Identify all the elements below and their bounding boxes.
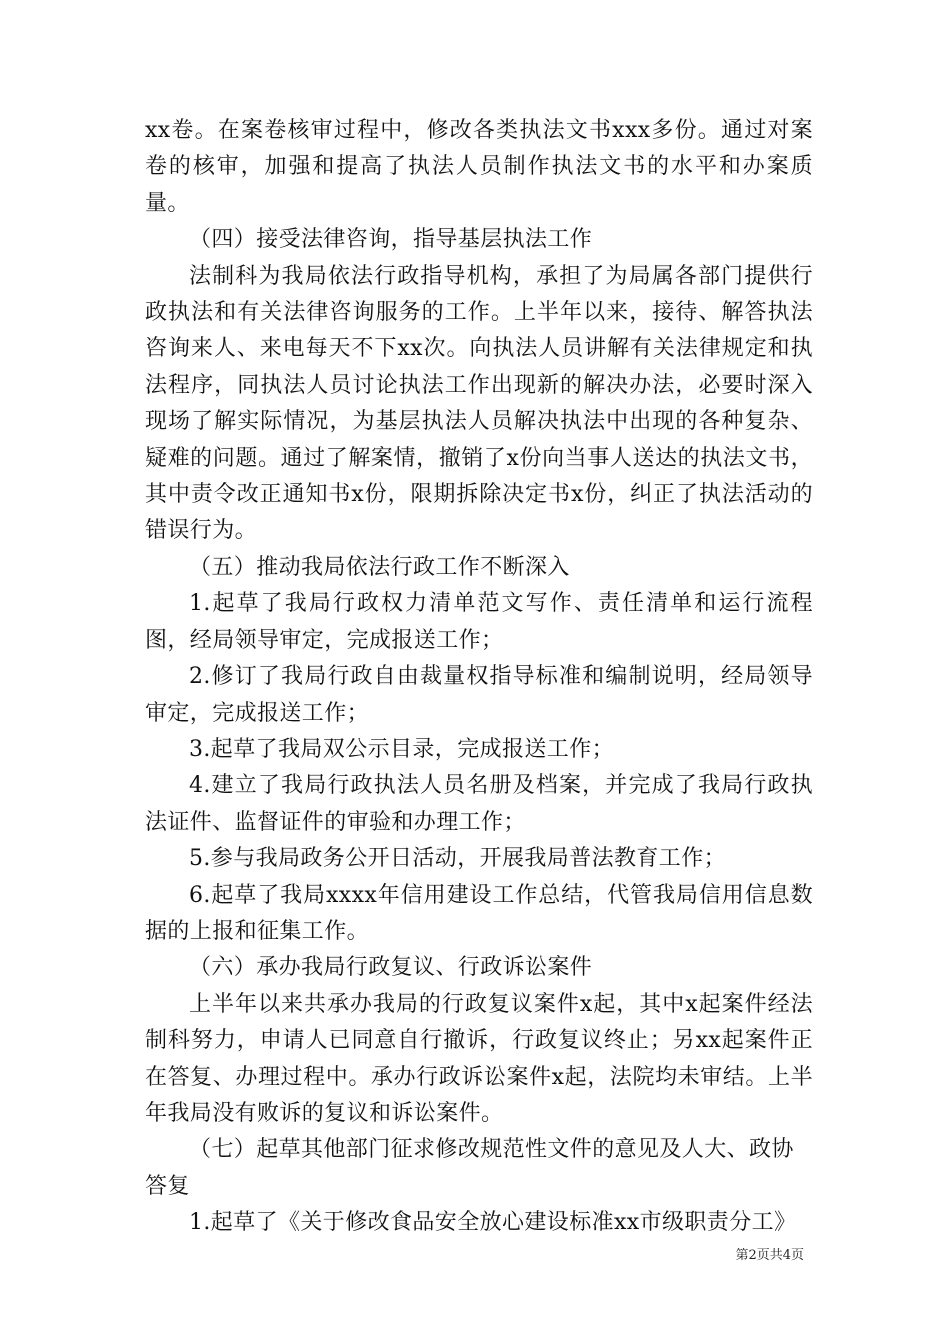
list-item-5-6: 6.起草了我局xxxx年信用建设工作总结，代管我局信用信息数据的上报和征集工作。 bbox=[145, 882, 813, 944]
section-heading-7: （七）起草其他部门征求修改规范性文件的意见及人大、政协答复 bbox=[145, 1137, 794, 1199]
list-item-5-5: 5.参与我局政务公开日活动，开展我局普法教育工作； bbox=[189, 846, 726, 872]
list-item-5-2: 2.修订了我局行政自由裁量权指导标准和编制说明，经局领导审定，完成报送工作； bbox=[145, 664, 813, 726]
paragraph-legal-consulting: 法制科为我局依法行政指导机构，承担了为局属各部门提供行政执法和有关法律咨询服务的工作。上半年以来，接待、解答执法咨询来人、来电每天不下xx次。向执法人员讲解有关法律规定和执法程序，同执法人员讨论执法工作出现新的解决办法，必要时深入现场了解实际情况，为基层执法人员解决执法中出现的各种复杂、疑难的问题。通过了解案情，撤销了x份向当事人送达的执法文书，其中责令改正通知书x份，限期拆除决定书x份，纠正了执法活动的错误行为。 bbox=[145, 263, 813, 544]
document-body bbox=[145, 113, 813, 1242]
list-item-5-1: 1.起草了我局行政权力清单范文写作、责任清单和运行流程图，经局领导审定，完成报送工作； bbox=[145, 591, 813, 653]
list-item-5-3: 3.起草了我局双公示目录，完成报送工作； bbox=[189, 736, 614, 762]
list-item-5-4: 4.建立了我局行政执法人员名册及档案，并完成了我局行政执法证件、监督证件的审验和办理工作； bbox=[145, 773, 813, 835]
page-number: 第2页共4页 bbox=[735, 1248, 804, 1263]
paragraph-case-review: xx卷。在案卷核审过程中，修改各类执法文书xxx多份。通过对案卷的核审，加强和提高了执法人员制作执法文书的水平和办案质量。 bbox=[145, 118, 813, 216]
section-heading-4: （四）接受法律咨询，指导基层执法工作 bbox=[189, 227, 593, 253]
paragraph-review-cases: 上半年以来共承办我局的行政复议案件x起，其中x起案件经法制科努力，申请人已同意自行撤诉，行政复议终止；另xx起案件正在答复、办理过程中。承办行政诉讼案件x起，法院均未审结。上半年我局没有败诉的复议和诉讼案件。 bbox=[145, 991, 813, 1126]
section-heading-5: （五）推动我局依法行政工作不断深入 bbox=[189, 554, 570, 580]
section-heading-6: （六）承办我局行政复议、行政诉讼案件 bbox=[189, 955, 593, 981]
list-item-7-1: 1.起草了《关于修改食品安全放心建设标准xx市级职责分工》 bbox=[189, 1210, 797, 1236]
